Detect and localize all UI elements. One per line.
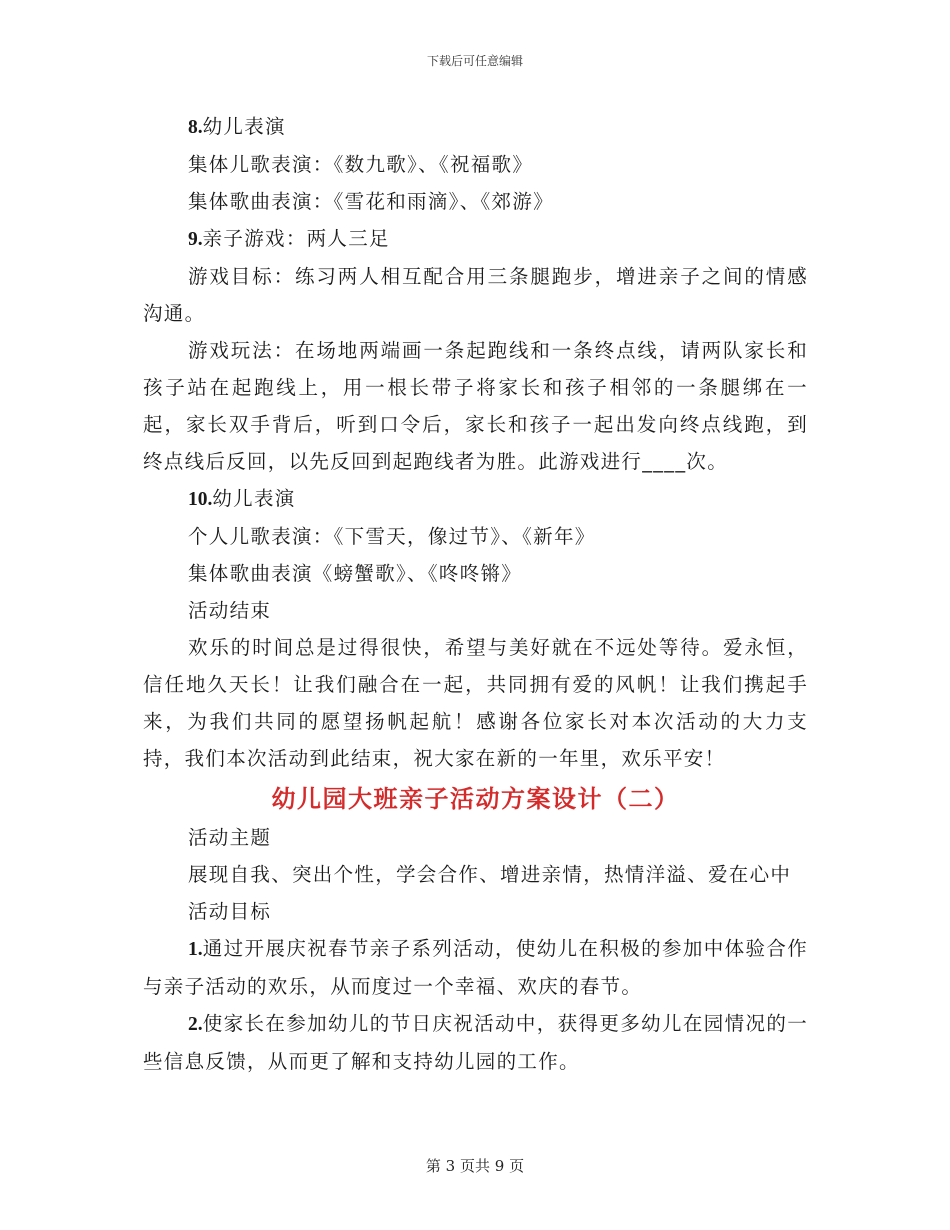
goal-item-2-text: 使家长在参加幼儿的节日庆祝活动中，获得更多幼儿在园情况的一些信息反馈，从而更了解和支持幼儿园的工作。 [143,1012,808,1073]
goal-item-2-number: 2. [188,1014,203,1035]
section-8-line-2: 集体歌曲表演：《雪花和雨滴》、《郊游》 [188,190,554,213]
page-footer: 第 3 页共 9 页 [425,1157,525,1175]
section-9-number: 9. [188,229,203,250]
header-note: 下载后可任意编辑 [426,54,523,68]
section-8-title: 幼儿表演 [202,115,286,138]
theme-paragraph: 展现自我、突出个性，学会合作、增进亲情，热情洋溢、爱在心中 [188,863,792,886]
section-10-title: 幼儿表演 [212,487,296,510]
section-8-heading [143,108,808,146]
section-9-title: 亲子游戏：两人三足 [202,227,390,250]
game-goal-paragraph: 游戏目标：练习两人相互配合用三条腿跑步，增进亲子之间的情感沟通。 [143,265,808,325]
goal-item-1 [143,930,808,1005]
section-9-heading [143,220,808,258]
goal-item-1-text: 通过开展庆祝春节亲子系列活动，使幼儿在积极的参加中体验合作与亲子活动的欢乐，从而度过一个幸福、欢庆的春节。 [143,937,808,998]
section-10-line-1: 个人儿歌表演：《下雪天，像过节》、《新年》 [188,525,596,548]
section-8-number: 8. [188,117,203,138]
goals-heading: 活动目标 [188,900,272,923]
game-rules-paragraph: 游戏玩法：在场地两端画一条起跑线和一条终点线，请两队家长和孩子站在起跑线上，用一根长带子将家长和孩子相邻的一条腿绑在一起，家长双手背后，听到口令后，家长和孩子一起出发向终点线跑，到终点线后反回，以先反回到起跑线者为胜。此游戏进行____次。 [143,339,808,473]
document-body [143,108,808,1080]
section-10-heading [143,480,808,518]
ending-heading: 活动结束 [188,599,272,622]
section-8-line-1: 集体儿歌表演：《数九歌》、《祝福歌》 [188,153,534,176]
goal-item-2 [143,1005,808,1080]
section-10-line-2: 集体歌曲表演《螃蟹歌》、《咚咚锵》 [188,562,523,585]
section-10-number: 10. [188,489,213,510]
ending-paragraph: 欢乐的时间总是过得很快，希望与美好就在不远处等待。爱永恒，信任地久天长！让我们融合在一起，共同拥有爱的风帆！让我们携起手来，为我们共同的愿望扬帆起航！感谢各位家长对本次活动的大力支持，我们本次活动到此结束，祝大家在新的一年里，欢乐平安！ [143,636,808,770]
theme-heading: 活动主题 [188,826,272,849]
goal-item-1-number: 1. [188,939,203,960]
section-title: 幼儿园大班亲子活动方案设计（二） [271,785,680,813]
